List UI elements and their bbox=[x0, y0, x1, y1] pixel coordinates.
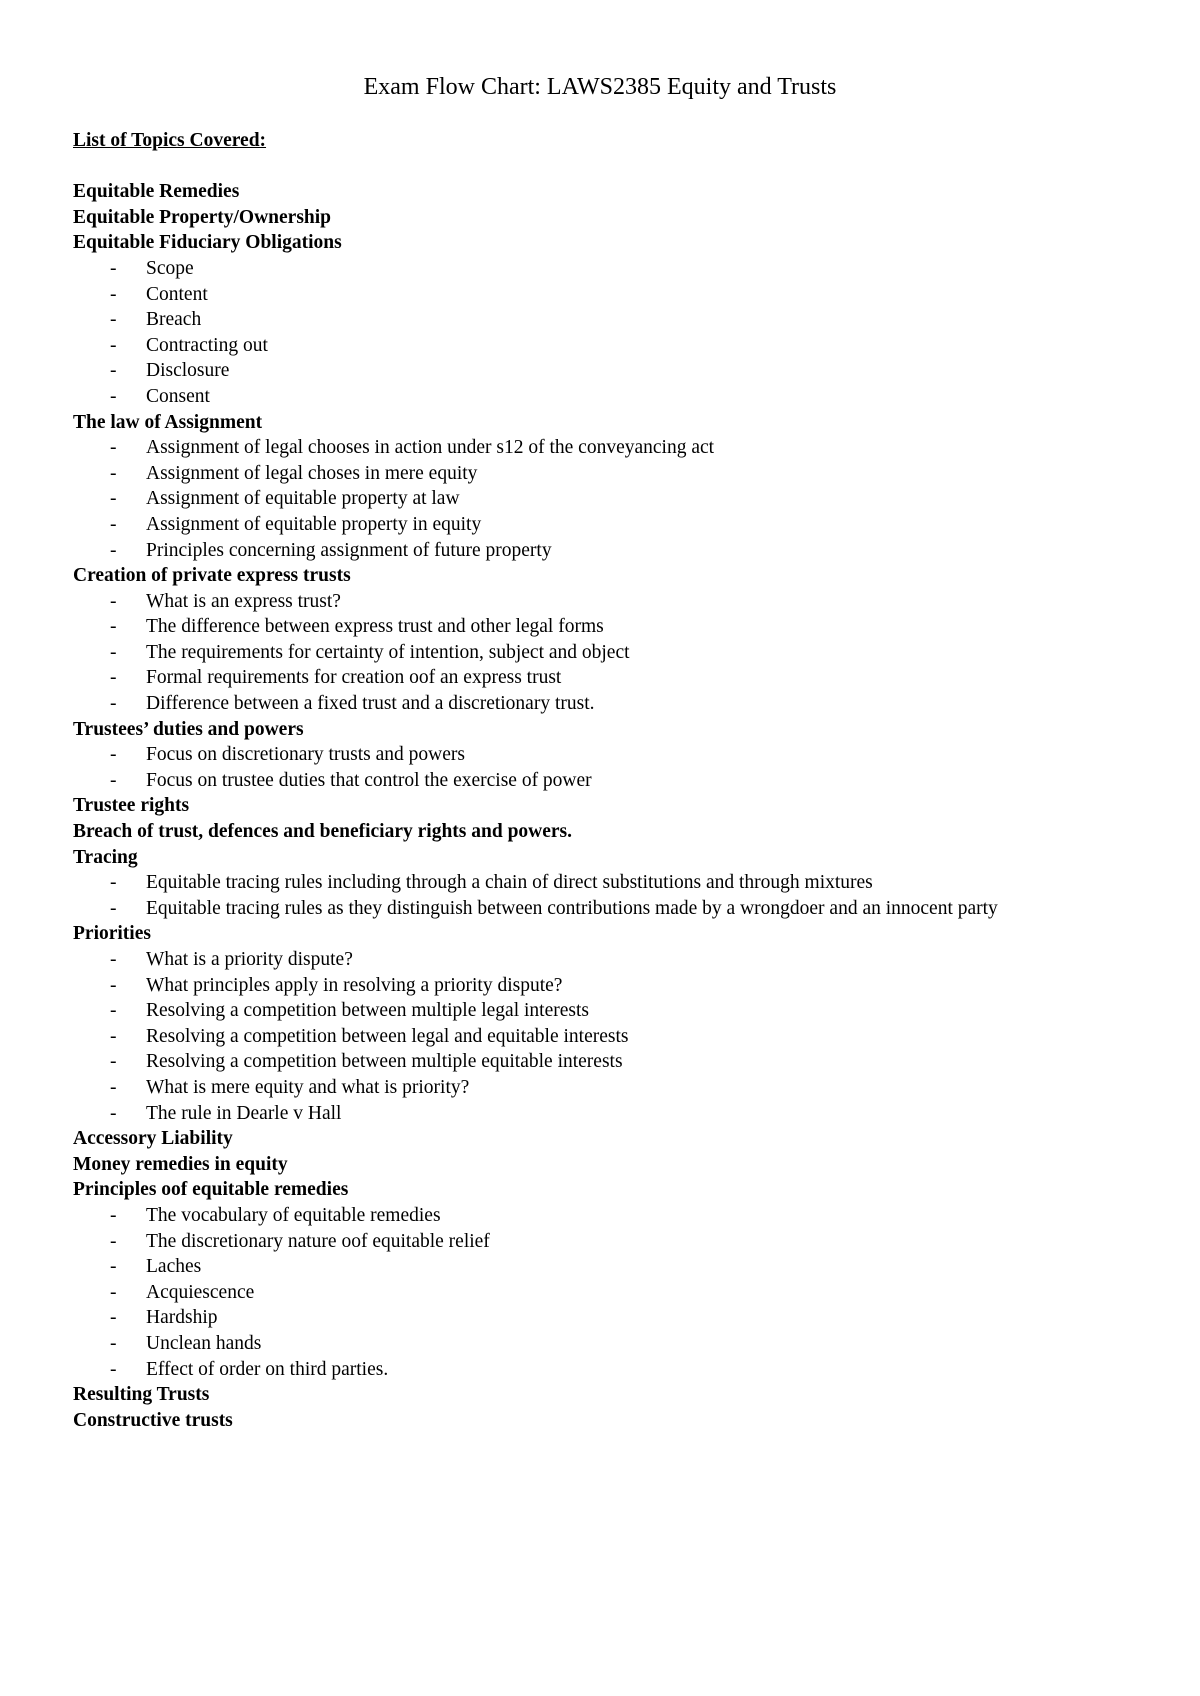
subtopic-list bbox=[73, 870, 1173, 921]
subtopic-item bbox=[73, 1357, 1173, 1383]
topic-item bbox=[73, 1177, 1173, 1382]
subtopic-item bbox=[73, 947, 1173, 973]
topic-heading: Breach of trust, defences and beneficiary rights and powers. bbox=[73, 821, 573, 843]
document-body bbox=[73, 128, 1173, 1433]
subtopic-text: Resolving a competition between multiple equitable interests bbox=[146, 1051, 623, 1073]
subtopic-item bbox=[73, 1049, 1173, 1075]
topic-heading: Creation of private express trusts bbox=[73, 565, 351, 587]
topic-item bbox=[73, 1408, 1173, 1434]
subtopic-item bbox=[73, 1101, 1173, 1127]
subtopic-text: Contracting out bbox=[146, 334, 268, 356]
subtopic-text: Assignment of legal choses in mere equity bbox=[146, 462, 478, 484]
dash-bullet: - bbox=[110, 949, 117, 970]
dash-bullet: - bbox=[110, 1204, 117, 1226]
subtopic-text: Disclosure bbox=[146, 360, 230, 382]
subtopic-text: Scope bbox=[146, 257, 194, 279]
topics-subtitle: List of Topics Covered: bbox=[73, 130, 267, 151]
subtopic-item bbox=[73, 435, 1173, 461]
subtopic-item bbox=[73, 384, 1173, 410]
subtopic-text: Difference between a fixed trust and a discretionary trust. bbox=[146, 693, 595, 715]
dash-bullet: - bbox=[110, 309, 117, 331]
subtopic-item bbox=[73, 1254, 1173, 1280]
topic-item bbox=[73, 845, 1173, 922]
subtopic-item bbox=[73, 1305, 1173, 1331]
dash-bullet: - bbox=[110, 283, 117, 305]
subtopic-text: The requirements for certainty of intention, subject and object bbox=[146, 641, 630, 663]
subtopic-text: Breach bbox=[146, 309, 202, 331]
dash-bullet: - bbox=[110, 437, 117, 459]
subtopic-text: What is a priority dispute? bbox=[146, 949, 353, 970]
subtopic-text: Equitable tracing rules as they distinguish between contributions made by a wrongdoer and an innocent party bbox=[146, 897, 998, 919]
subtopic-list bbox=[73, 742, 1173, 793]
dash-bullet: - bbox=[110, 1000, 117, 1022]
subtopic-text: Resolving a competition between multiple legal interests bbox=[146, 1000, 589, 1022]
subtopic-item bbox=[73, 1280, 1173, 1306]
subtopic-item bbox=[73, 896, 1173, 922]
dash-bullet: - bbox=[110, 667, 117, 689]
subtopic-list bbox=[73, 256, 1173, 410]
topic-item bbox=[73, 179, 1173, 205]
subtopic-item bbox=[73, 640, 1173, 666]
subtopic-text: Effect of order on third parties. bbox=[146, 1358, 389, 1380]
topic-heading: Equitable Property/Ownership bbox=[73, 206, 332, 228]
subtopic-text: Content bbox=[146, 283, 208, 305]
topic-heading: Constructive trusts bbox=[73, 1409, 233, 1431]
topic-item bbox=[73, 1382, 1173, 1408]
dash-bullet: - bbox=[110, 616, 117, 638]
subtopic-text: Assignment of equitable property in equity bbox=[146, 513, 482, 535]
subtopic-list bbox=[73, 435, 1173, 563]
subtopic-text: Hardship bbox=[146, 1307, 218, 1329]
dash-bullet: - bbox=[110, 385, 117, 407]
dash-bullet: - bbox=[110, 1332, 117, 1354]
subtopic-list bbox=[73, 1203, 1173, 1382]
topic-item bbox=[73, 819, 1173, 845]
subtopic-item bbox=[73, 358, 1173, 384]
subtopic-text: Formal requirements for creation oof an express trust bbox=[146, 667, 562, 689]
topic-heading: The law of Assignment bbox=[73, 411, 263, 433]
subtopic-item bbox=[73, 333, 1173, 359]
subtopic-text: Laches bbox=[146, 1256, 202, 1278]
subtopic-item bbox=[73, 742, 1173, 768]
topic-item bbox=[73, 717, 1173, 794]
dash-bullet: - bbox=[110, 1076, 117, 1098]
subtopic-item bbox=[73, 1203, 1173, 1229]
dash-bullet: - bbox=[110, 1281, 117, 1303]
dash-bullet: - bbox=[110, 1256, 117, 1278]
dash-bullet: - bbox=[110, 488, 117, 510]
subtopic-text: Unclean hands bbox=[146, 1332, 262, 1354]
dash-bullet: - bbox=[110, 769, 117, 791]
subtopic-item bbox=[73, 307, 1173, 333]
dash-bullet: - bbox=[110, 539, 117, 561]
topic-item bbox=[73, 563, 1173, 717]
dash-bullet: - bbox=[110, 872, 117, 894]
dash-bullet: - bbox=[110, 257, 117, 279]
subtopic-text: Resolving a competition between legal and equitable interests bbox=[146, 1025, 629, 1047]
topic-heading: Tracing bbox=[73, 846, 138, 868]
dash-bullet: - bbox=[110, 1102, 117, 1124]
subtopic-item bbox=[73, 461, 1173, 487]
subtopic-item bbox=[73, 282, 1173, 308]
subtopic-text: Assignment of legal chooses in action under s12 of the conveyancing act bbox=[146, 437, 715, 459]
topic-item bbox=[73, 1152, 1173, 1178]
dash-bullet: - bbox=[110, 1307, 117, 1329]
topic-heading: Equitable Fiduciary Obligations bbox=[73, 232, 342, 254]
subtopic-text: Consent bbox=[146, 385, 210, 407]
subtopic-text: Assignment of equitable property at law bbox=[146, 488, 460, 510]
topic-item bbox=[73, 921, 1173, 1126]
topic-heading: Trustees’ duties and powers bbox=[73, 718, 304, 740]
subtopic-item bbox=[73, 1075, 1173, 1101]
topic-heading: Priorities bbox=[73, 923, 151, 945]
dash-bullet: - bbox=[110, 1358, 117, 1380]
topic-item bbox=[73, 410, 1173, 564]
dash-bullet: - bbox=[110, 334, 117, 356]
topic-heading: Equitable Remedies bbox=[73, 181, 240, 203]
dash-bullet: - bbox=[110, 590, 117, 612]
topic-list bbox=[73, 179, 1173, 1433]
subtopic-text: Equitable tracing rules including through a chain of direct substitutions and through mixtures bbox=[146, 872, 873, 894]
dash-bullet: - bbox=[110, 1051, 117, 1073]
subtopic-text: What is mere equity and what is priority? bbox=[146, 1076, 470, 1098]
subtopic-item bbox=[73, 973, 1173, 999]
subtopic-text: The discretionary nature oof equitable relief bbox=[146, 1230, 490, 1252]
dash-bullet: - bbox=[110, 513, 117, 535]
subtopic-item bbox=[73, 768, 1173, 794]
dash-bullet: - bbox=[110, 641, 117, 663]
dash-bullet: - bbox=[110, 897, 117, 919]
subtopic-text: Focus on discretionary trusts and powers bbox=[146, 744, 465, 766]
subtopic-item bbox=[73, 1229, 1173, 1255]
topic-heading: Money remedies in equity bbox=[73, 1153, 288, 1175]
topic-item bbox=[73, 793, 1173, 819]
topic-heading: Accessory Liability bbox=[73, 1128, 233, 1150]
subtopic-item bbox=[73, 665, 1173, 691]
topic-heading: Principles oof equitable remedies bbox=[73, 1179, 349, 1201]
dash-bullet: - bbox=[110, 744, 117, 766]
subtopic-text: What principles apply in resolving a priority dispute? bbox=[146, 974, 563, 996]
subtopic-text: What is an express trust? bbox=[146, 590, 341, 612]
subtopic-text: The vocabulary of equitable remedies bbox=[146, 1204, 441, 1226]
topic-item bbox=[73, 1126, 1173, 1152]
subtopic-item bbox=[73, 614, 1173, 640]
subtopic-text: The difference between express trust and other legal forms bbox=[146, 616, 604, 638]
topic-item bbox=[73, 230, 1173, 409]
subtopic-text: Focus on trustee duties that control the exercise of power bbox=[146, 769, 592, 791]
topic-heading: Resulting Trusts bbox=[73, 1384, 210, 1406]
subtopic-text: Acquiescence bbox=[146, 1281, 255, 1303]
subtopic-item bbox=[73, 538, 1173, 564]
dash-bullet: - bbox=[110, 360, 117, 382]
subtopic-item bbox=[73, 1024, 1173, 1050]
subtopic-item bbox=[73, 1331, 1173, 1357]
topic-item bbox=[73, 205, 1173, 231]
topic-heading: Trustee rights bbox=[73, 795, 190, 817]
subtopic-item bbox=[73, 870, 1173, 896]
dash-bullet: - bbox=[110, 1230, 117, 1252]
subtopic-list bbox=[73, 589, 1173, 717]
dash-bullet: - bbox=[110, 974, 117, 996]
subtopic-item bbox=[73, 512, 1173, 538]
subtopic-item bbox=[73, 256, 1173, 282]
subtopic-item bbox=[73, 486, 1173, 512]
dash-bullet: - bbox=[110, 462, 117, 484]
dash-bullet: - bbox=[110, 1025, 117, 1047]
subtopic-list bbox=[73, 947, 1173, 1126]
document-title: Exam Flow Chart: LAWS2385 Equity and Trusts bbox=[363, 74, 837, 100]
subtopic-item bbox=[73, 998, 1173, 1024]
subtopic-item bbox=[73, 589, 1173, 615]
subtopic-text: The rule in Dearle v Hall bbox=[146, 1102, 342, 1124]
subtopic-text: Principles concerning assignment of future property bbox=[146, 539, 552, 561]
subtopic-item bbox=[73, 691, 1173, 717]
dash-bullet: - bbox=[110, 693, 117, 715]
